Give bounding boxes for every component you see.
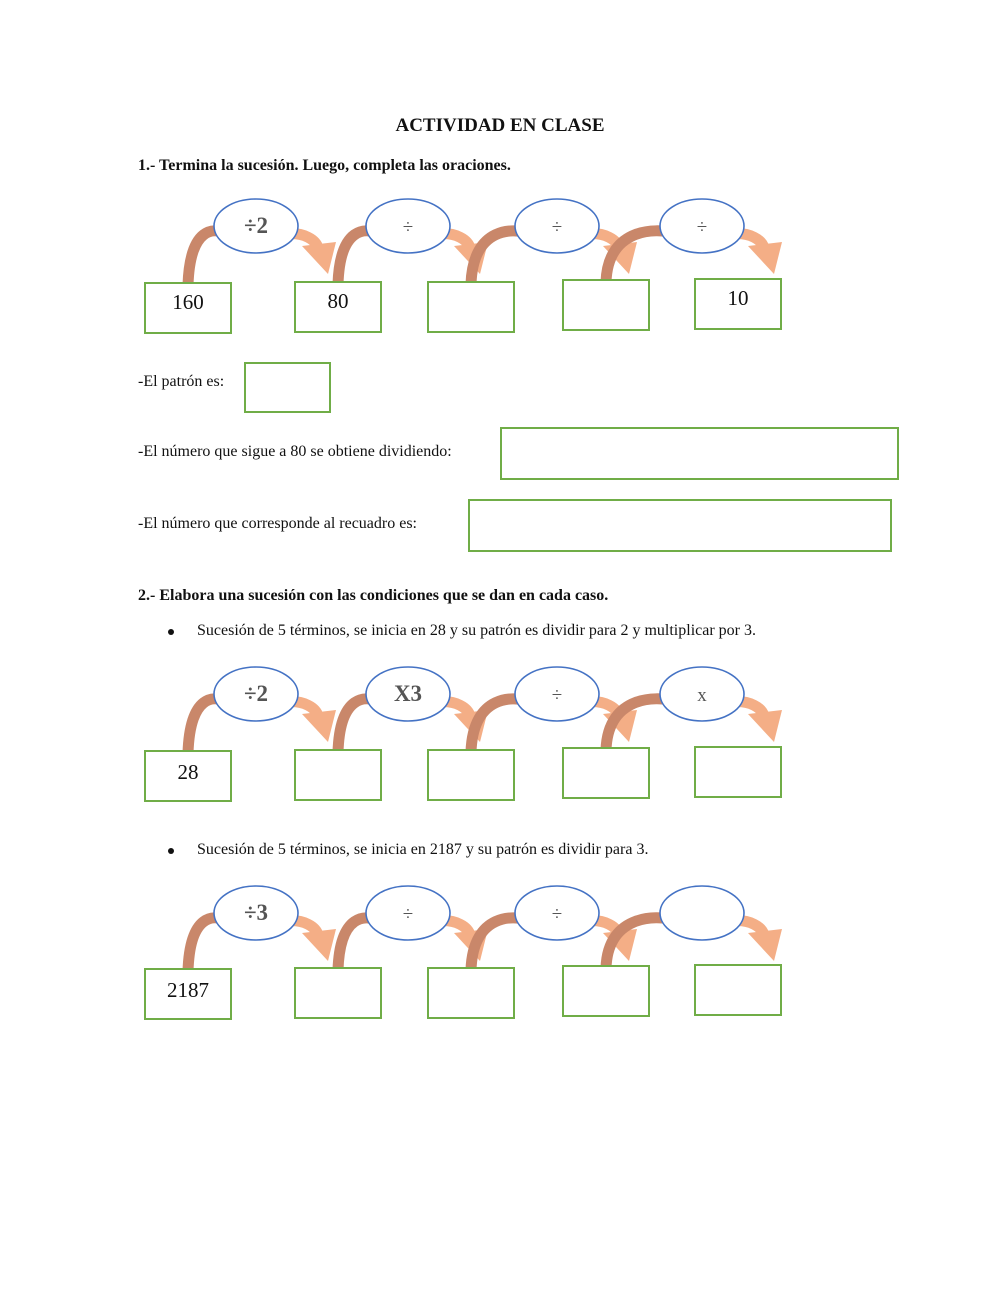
operation-bubble[interactable]: [660, 886, 744, 940]
box-number-question: -El número que corresponde al recuadro es:: [138, 515, 417, 532]
term-value: 2187: [167, 978, 209, 1002]
operation-label: ÷: [402, 217, 414, 238]
term-box[interactable]: [563, 966, 649, 1016]
operation-label: ÷: [402, 904, 414, 925]
operation-label: X3: [393, 681, 423, 706]
term-box[interactable]: [295, 968, 381, 1018]
term-value: 10: [727, 286, 749, 310]
section-1-heading: 1.- Termina la sucesión. Luego, completa las oraciones.: [138, 157, 511, 174]
term-box[interactable]: [695, 965, 781, 1015]
operation-label: ÷: [551, 685, 563, 706]
pattern-question: -El patrón es:: [138, 373, 225, 390]
term-value: 28: [177, 760, 199, 784]
term-box[interactable]: [428, 968, 514, 1018]
page-title: ACTIVIDAD EN CLASE: [395, 115, 605, 136]
term-value: 80: [327, 289, 349, 313]
case-1-description: Sucesión de 5 términos, se inicia en 28 y su patrón es dividir para 2 y multiplicar por 3.: [197, 622, 756, 639]
operation-label: ÷: [696, 217, 708, 238]
operation-label: ÷: [551, 217, 563, 238]
term-value: 160: [172, 290, 204, 314]
operation-label: ÷2: [243, 681, 269, 706]
next-number-question: -El número que sigue a 80 se obtiene dividiendo:: [138, 443, 452, 460]
case-2-description: Sucesión de 5 términos, se inicia en 2187 y su patrón es dividir para 3.: [197, 841, 649, 858]
section-2-heading: 2.- Elabora una sucesión con las condiciones que se dan en cada caso.: [138, 587, 609, 604]
operation-label: ÷3: [243, 900, 269, 925]
operation-label: ÷2: [243, 213, 269, 238]
operation-label: ÷: [551, 904, 563, 925]
operation-label: x: [697, 685, 707, 706]
